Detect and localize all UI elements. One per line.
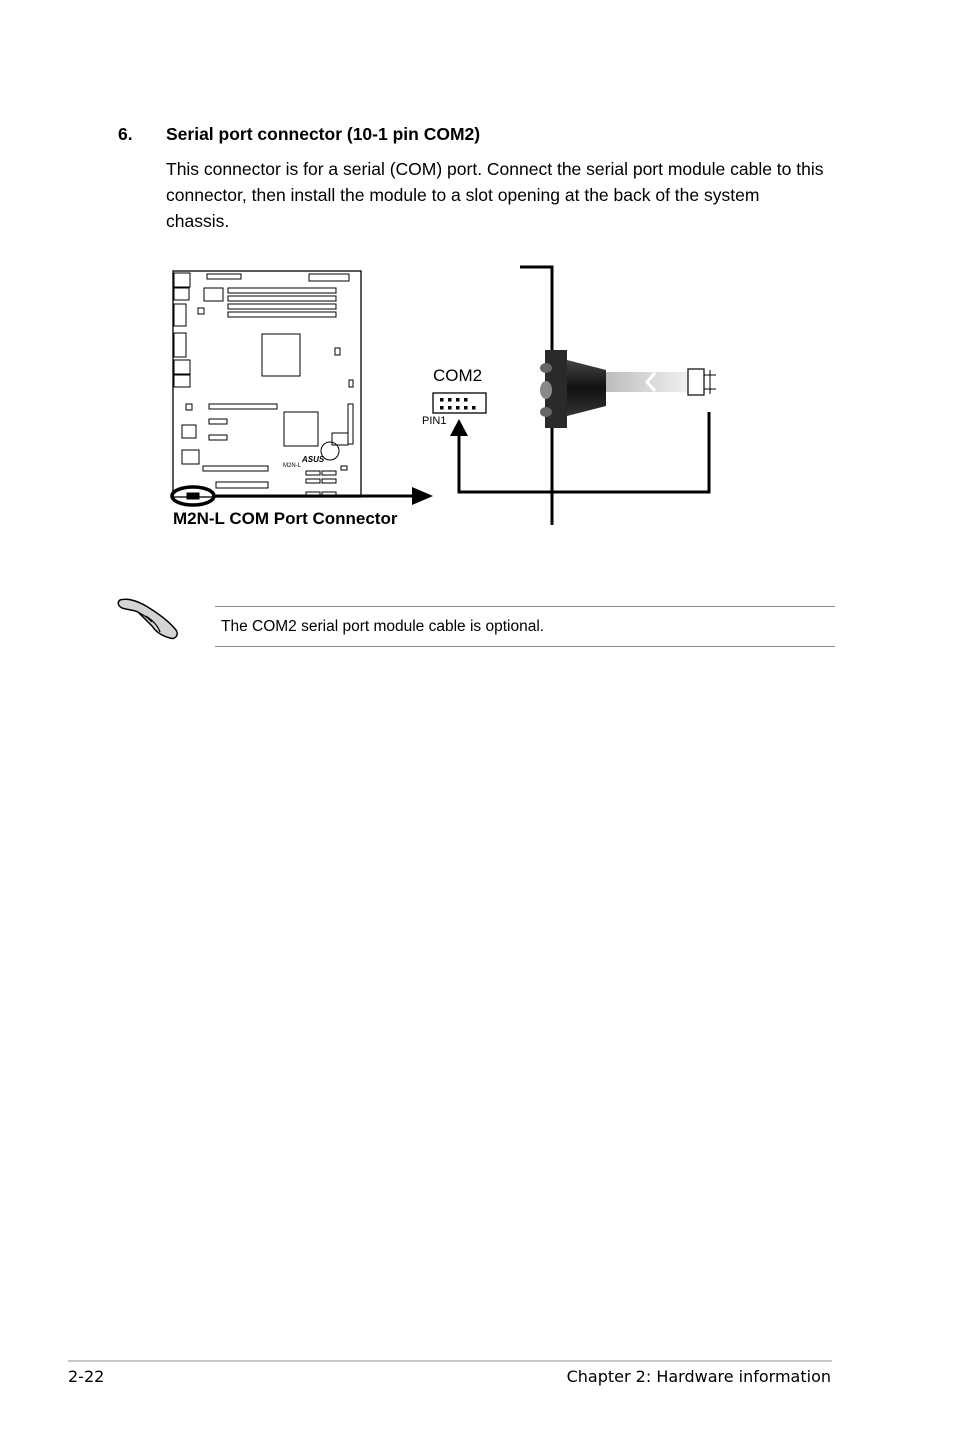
pin1-label: PIN1 (422, 415, 447, 427)
section-title: Serial port connector (10-1 pin COM2) (166, 124, 481, 144)
figure-caption: M2N-L COM Port Connector (173, 509, 398, 528)
com2-connector-detail (433, 393, 486, 413)
serial-cable-module (567, 360, 716, 416)
com2-label: COM2 (433, 366, 483, 385)
hand-pointing-icon (116, 590, 182, 644)
step-number: 6. (118, 124, 133, 144)
section-body: This connector is for a serial (COM) port. Connect the serial port module cable to this connector, then install the module to a slot opening at the back of the system chassis. (166, 159, 824, 231)
footer-rule (68, 1360, 832, 1362)
page-number: 2-22 (68, 1367, 105, 1386)
slot-bracket (520, 267, 567, 525)
motherboard-layout (173, 271, 361, 499)
note-text: The COM2 serial port module cable is optional. (221, 618, 545, 635)
board-model: M2N-L (283, 463, 302, 469)
cable-route-arrowhead (450, 419, 468, 436)
cable-route-line (459, 412, 709, 492)
chapter-title: Chapter 2: Hardware information (566, 1367, 831, 1386)
com-port-figure (0, 0, 954, 560)
board-brand: ASUS (302, 455, 325, 464)
pointer-arrowhead (412, 487, 433, 505)
note-bottom-rule (215, 646, 835, 647)
note-top-rule (215, 606, 835, 607)
